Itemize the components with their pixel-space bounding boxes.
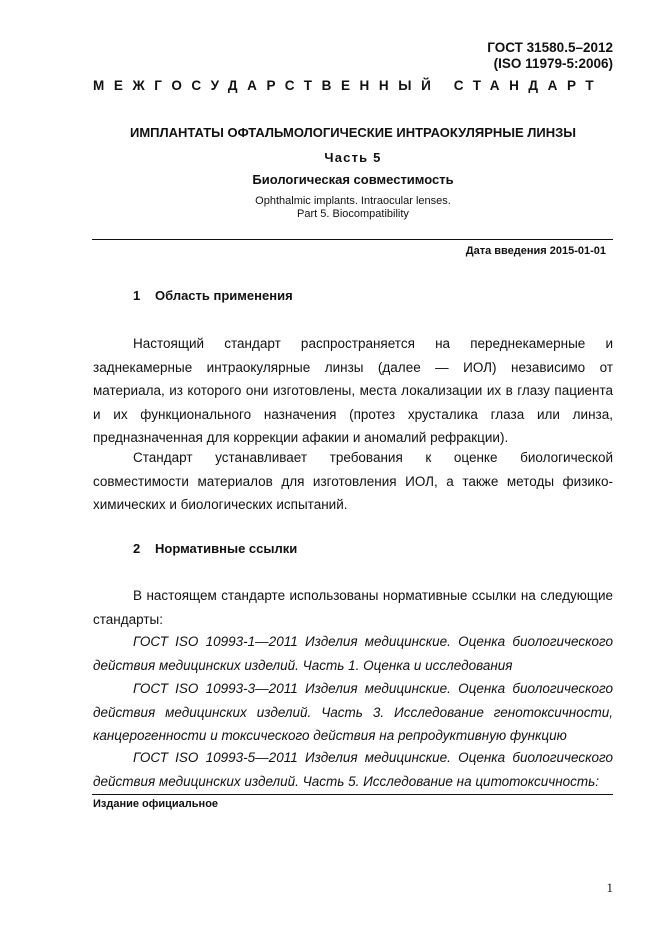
part-label: Часть 5: [324, 150, 382, 165]
section-1-paragraph-2: Стандарт устанавливает требования к оценке биологической совместимости материалов для изготовления ИОЛ, а также методы физико-химических и биологических испытаний.: [93, 450, 613, 513]
section-2-number: 2: [133, 541, 141, 556]
footer-divider: [92, 794, 613, 795]
iso-number: (ISO 11979-5:2006): [493, 56, 613, 71]
reference-gost-iso-10993-5: ГОСТ ISO 10993-5—2011 Изделия медицинские. Оценка биологического действия медицинских изделий. Часть 5. Исследование на цитотоксичность:: [93, 750, 613, 789]
official-edition-label: Издание официальное: [93, 798, 219, 810]
reference-gost-iso-10993-1: ГОСТ ISO 10993-1—2011 Изделия медицинские. Оценка биологического действия медицинских изделий. Часть 1. Оценка и исследования: [93, 634, 613, 673]
page-number: 1: [606, 880, 613, 895]
section-2-title: Нормативные ссылки: [155, 541, 298, 556]
reference-gost-iso-10993-3: ГОСТ ISO 10993-3—2011 Изделия медицинские. Оценка биологического действия медицинских изделий. Часть 3. Исследование генотоксичности, канцерогенности и токсического действия на репродуктивную функцию: [93, 681, 613, 744]
standard-number: ГОСТ 31580.5–2012: [487, 40, 613, 55]
interstate-standard-banner: МЕЖГОСУДАРСТВЕННЫЙ СТАНДАРТ: [93, 78, 604, 93]
section-1-number: 1: [133, 288, 141, 303]
section-1-paragraph-1: Настоящий стандарт распространяется на переднекамерные и заднекамерные интраокулярные линзы (далее — ИОЛ) независимо от материала, из которого они изготовлены, места локализации их в глазу пациента и их функционального назначения (протез хрусталика глаза или линза, предназначенная для коррекции афакии и аномалий рефракции).: [93, 336, 613, 446]
title-divider: [92, 239, 613, 240]
section-2-heading: [133, 541, 297, 556]
section-2-intro: В настоящем стандарте использованы нормативные ссылки на следующие стандарты:: [93, 588, 613, 627]
english-title-line2: Part 5. Biocompatibility: [297, 208, 409, 220]
introduction-date: Дата введения 2015-01-01: [465, 245, 606, 257]
section-1-title: Область применения: [155, 288, 293, 303]
document-title: ИМПЛАНТАТЫ ОФТАЛЬМОЛОГИЧЕСКИЕ ИНТРАОКУЛЯРНЫЕ ЛИНЗЫ: [129, 125, 577, 140]
section-1-heading: [133, 288, 293, 303]
document-subtitle: Биологическая совместимость: [252, 172, 454, 187]
english-title-line1: Ophthalmic implants. Intraocular lenses.: [255, 195, 451, 207]
